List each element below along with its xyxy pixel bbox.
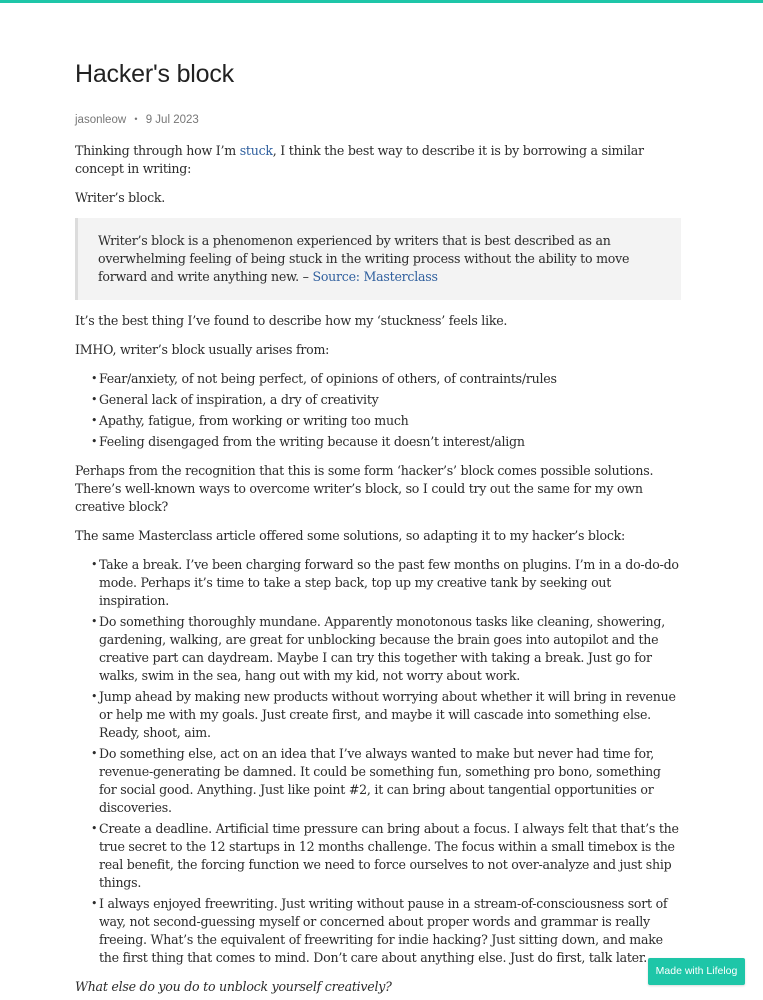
post-date: 9 Jul 2023 — [145, 114, 199, 126]
intro-text-start: Thinking through how I’m — [75, 143, 240, 158]
stuck-link[interactable]: stuck — [239, 143, 273, 158]
made-with-lifelog-button[interactable]: Made with Lifelog — [648, 958, 745, 985]
intro-paragraph — [75, 142, 681, 178]
intro-text-end: , I think the best way to describe it is by borrowing a similar concept in writing: — [75, 143, 644, 176]
list-item: • Do something else, act on an idea that I’ve always wanted to make but never had time for, revenue-generating be damned. It could be something fun, something pro bono, something for social good. Anything. Just like point #2, it can bring about tangential opportunities or discoveries. — [91, 745, 681, 817]
quote-text: Writer’s block is a phenomenon experienced by writers that is best described as an overwhelming feeling of being stuck in the writing process without the ability to move forward and write anything new. – — [98, 233, 630, 284]
definition-quote — [75, 218, 681, 300]
list-item: • Create a deadline. Artificial time pressure can bring about a focus. I always felt that that’s the true secret to the 12 startups in 12 months challenge. The focus within a small timebox is the real benefit, the forcing function we need to force ourselves to not over-analyze and just ship things. — [91, 820, 681, 892]
list-item: • Fear/anxiety, of not being perfect, of opinions of others, of contraints/rules — [91, 370, 681, 388]
page-title: Hacker's block — [75, 60, 234, 88]
masterclass-source-link[interactable]: Source: Masterclass — [312, 269, 438, 284]
article — [75, 56, 681, 1000]
list-item: • General lack of inspiration, a dry of creativity — [91, 391, 681, 409]
list-item: • Jump ahead by making new products without worrying about whether it will bring in revenue or help me with my goals. Just create first, and maybe it will cascade into something else. Ready, shoot, aim. — [91, 688, 681, 742]
best-thing-paragraph: It’s the best thing I’ve found to describe how my ‘stuckness’ feels like. — [75, 313, 508, 328]
perhaps-paragraph: Perhaps from the recognition that this is some form ‘hacker’s’ block comes possible solutions. There’s well-known ways to overcome writer’s block, so I could try out the same for my own creative block? — [75, 463, 654, 514]
imho-paragraph: IMHO, writer’s block usually arises from: — [75, 342, 330, 357]
list-item: • Take a break. I’ve been charging forward so the past few months on plugins. I’m in a do-do-do mode. Perhaps it’s time to take a step back, top up my creative tank by seeking out inspiration. — [91, 556, 681, 610]
meta-separator: • — [134, 114, 138, 124]
list-item: • Feeling disengaged from the writing because it doesn’t interest/align — [91, 433, 681, 451]
causes-list — [75, 370, 681, 451]
writers-block-paragraph: Writer’s block. — [75, 190, 166, 205]
list-item: • Apathy, fatigue, from working or writing too much — [91, 412, 681, 430]
top-accent-bar — [0, 0, 763, 3]
list-item: • I always enjoyed freewriting. Just writing without pause in a stream-of-consciousness sort of way, not second-guessing myself or concerned about proper words and grammar is really freeing. What’s the equivalent of freewriting for indie hacking? Just sitting down, and make the first thing that comes to mind. Don’t care about anything else. Just do first, talk later. — [91, 895, 681, 967]
closing-question: What else do you do to unblock yourself creatively? — [75, 979, 392, 994]
post-body — [75, 142, 681, 996]
list-item: • Do something thoroughly mundane. Apparently monotonous tasks like cleaning, showering, gardening, walking, are great for unblocking because the brain goes into autopilot and the creative part can daydream. Maybe I can try this together with taking a break. Just go for walks, swim in the sea, hang out with my kid, not worry about work. — [91, 613, 681, 685]
author-name[interactable]: jasonleow — [75, 114, 127, 126]
solutions-list — [75, 556, 681, 967]
post-meta — [75, 112, 681, 126]
same-masterclass-paragraph: The same Masterclass article offered some solutions, so adapting it to my hacker’s block: — [75, 528, 626, 543]
